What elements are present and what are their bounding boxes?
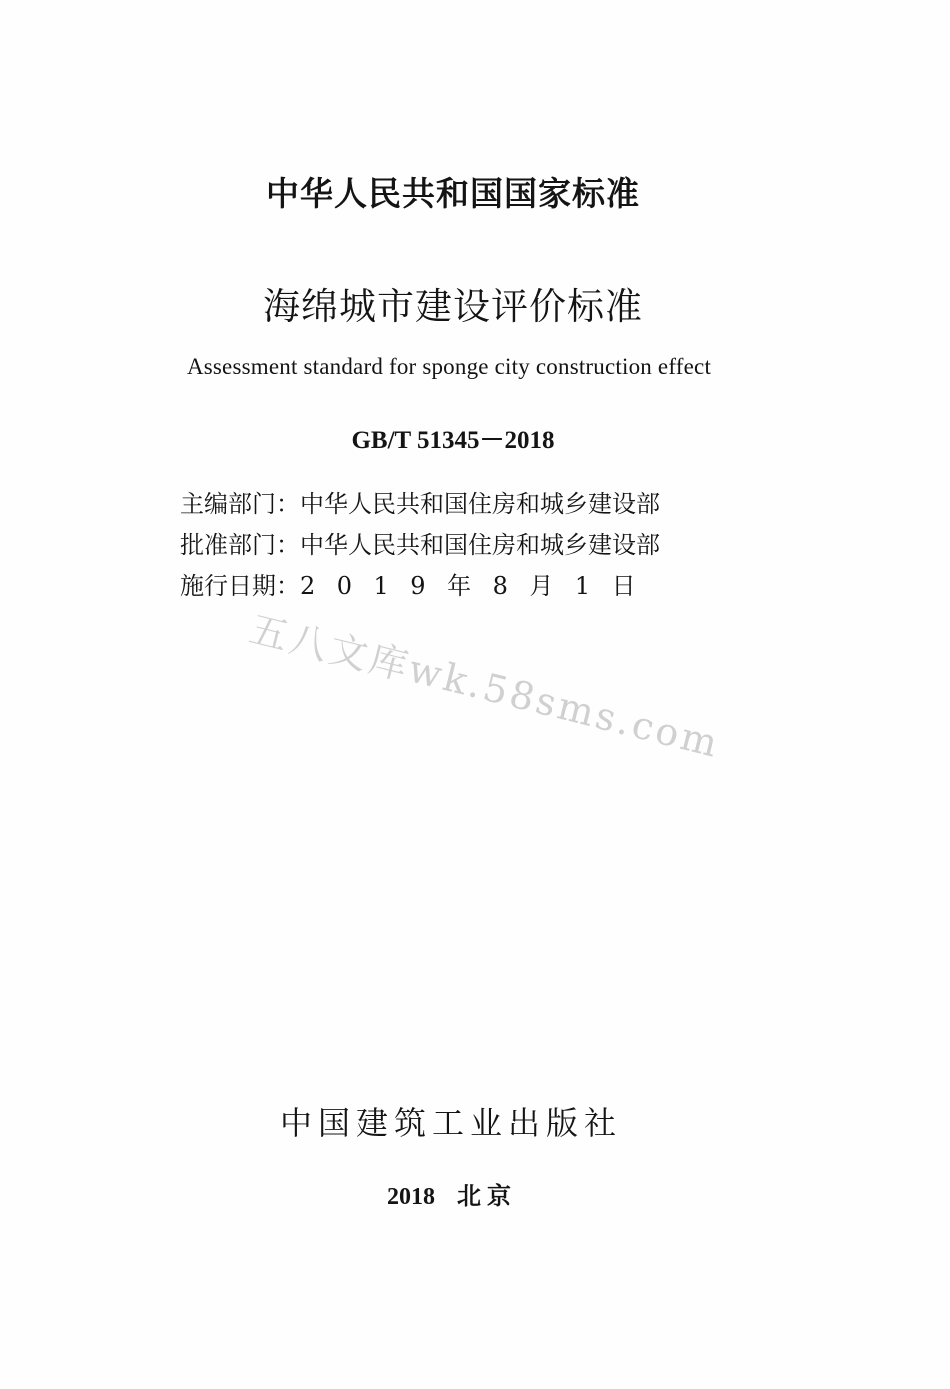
imprint-city: 北 京 (457, 1184, 511, 1210)
effective-label: 施行日期： (180, 572, 300, 600)
approver-value: 中华人民共和国住房和城乡建设部 (300, 531, 660, 559)
publisher-name: 中国建筑工业出版社 (279, 1104, 622, 1142)
effective-value: 2019年8月1日 (300, 572, 658, 600)
meta-row-editor (180, 484, 760, 525)
standard-code: GB/T 51345－2018 (351, 427, 555, 454)
document-title-en: Assessment standard for sponge city construction effect (186, 354, 712, 379)
national-standard-heading: 中华人民共和国国家标准 (266, 174, 640, 213)
watermark: 五八文库wk.58sms.com (245, 606, 725, 767)
imprint-year: 2018 (387, 1184, 435, 1210)
editor-label: 主编部门： (180, 490, 300, 518)
editor-value: 中华人民共和国住房和城乡建设部 (300, 490, 660, 518)
document-title-cn: 海绵城市建设评价标准 (263, 285, 643, 328)
meta-block (180, 484, 760, 607)
meta-row-approver (180, 525, 760, 566)
imprint-line (0, 1176, 924, 1211)
approver-label: 批准部门： (180, 531, 300, 559)
